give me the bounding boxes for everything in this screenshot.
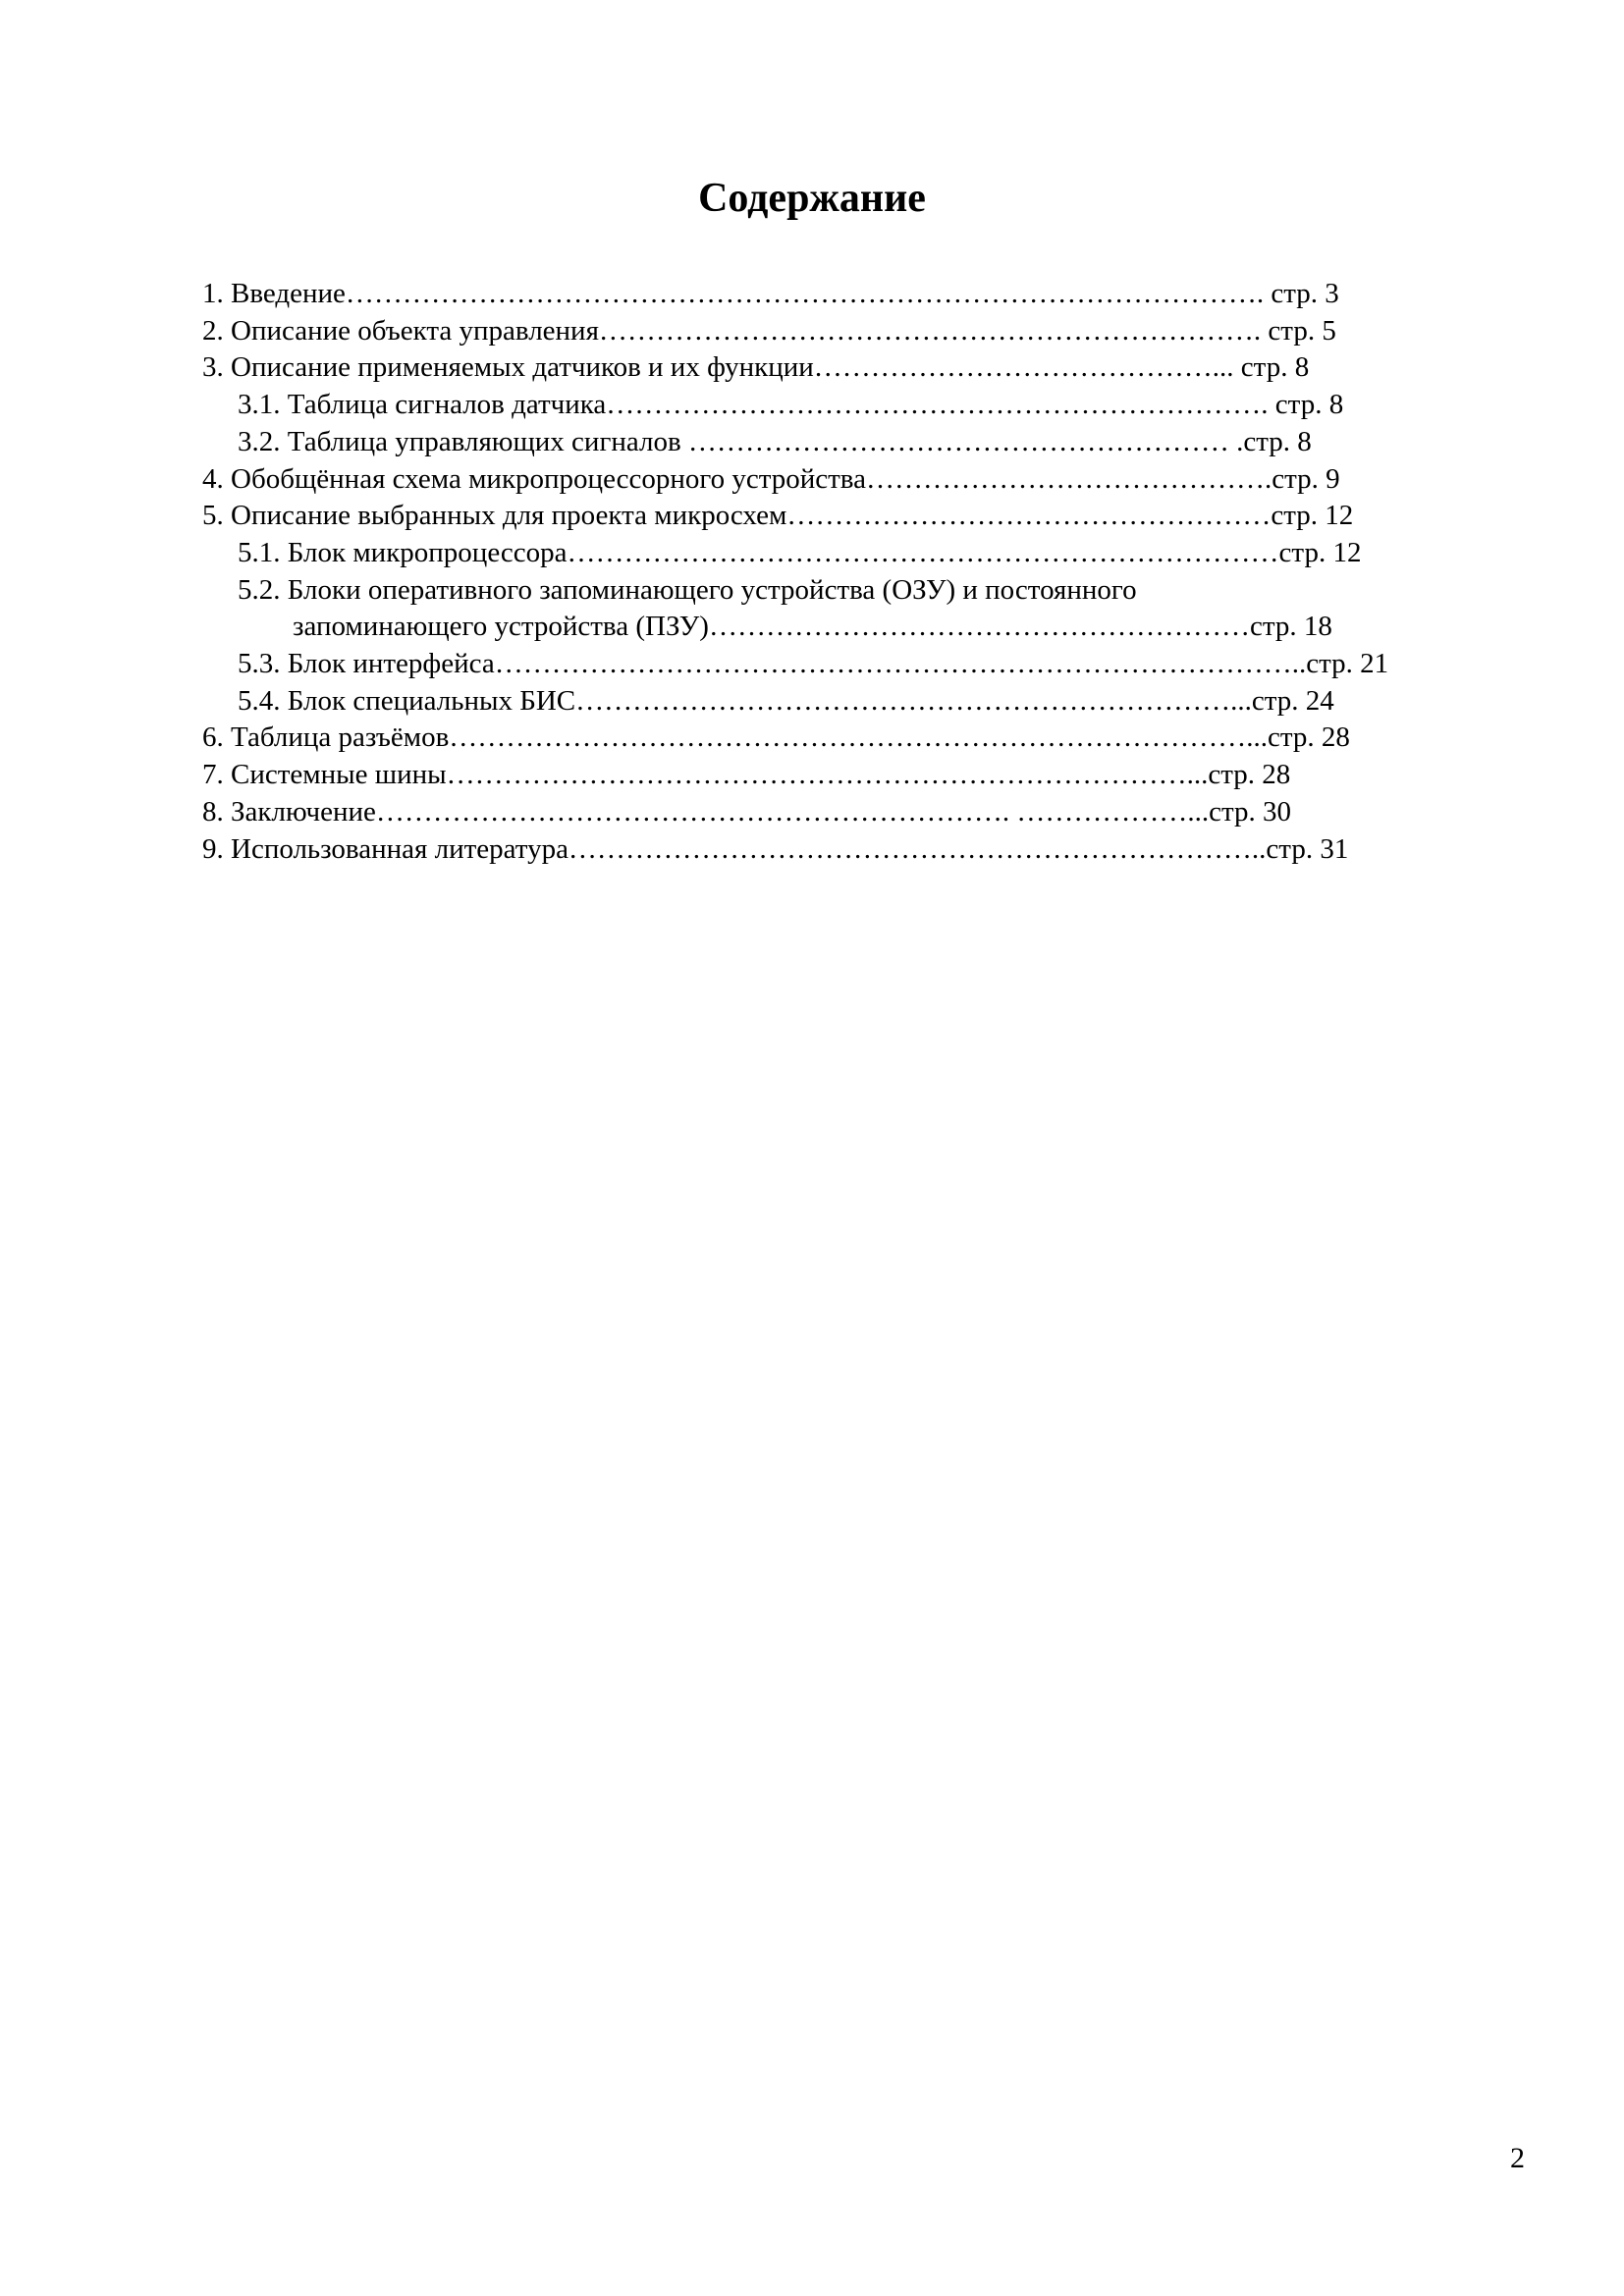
toc-entry-text: 5.2. Блоки оперативного запоминающего устройства (ОЗУ) и постоянного [238, 573, 1137, 606]
toc-entry-3 [202, 349, 1538, 387]
table-of-contents [202, 276, 1538, 868]
toc-entry-text: 3.2. Таблица управляющих сигналов ………………………………………………… .стр. 8 [238, 425, 1312, 457]
toc-entry-2 [202, 313, 1538, 350]
toc-entry-text: 5.1. Блок микропроцессора…………………………………………………………………стр. 12 [238, 536, 1362, 568]
toc-entry-text: 2. Описание объекта управления……………………………………………………………. стр. 5 [202, 314, 1336, 347]
toc-entry-text: 7. Системные шины……………………………………………………………………...стр. 28 [202, 759, 1291, 791]
toc-entry-text: 5.3. Блок интерфейса…………………………………………………………………………..стр. 21 [238, 648, 1389, 680]
toc-entry-3-2 [202, 424, 1538, 461]
toc-entry-text: 8. Заключение…………………………………………………………. ………………...стр. 30 [202, 795, 1292, 828]
toc-entry-5-3 [202, 646, 1538, 683]
toc-entry-5-4 [202, 683, 1538, 721]
toc-entry-text: 6. Таблица разъёмов…………………………………………………………………………...стр. 28 [202, 721, 1350, 754]
toc-entry-text: 4. Обобщённая схема микропроцессорного устройства…………………………………….стр. 9 [202, 462, 1340, 495]
toc-entry-5-1 [202, 535, 1538, 572]
page-number: 2 [1510, 2142, 1525, 2174]
toc-entry-5 [202, 498, 1538, 535]
toc-entry-text: 9. Использованная литература………………………………………………………………..стр. 31 [202, 832, 1349, 865]
toc-entry-continuation: запоминающего устройства (ПЗУ)…………………………………………………стр. 18 [293, 611, 1332, 643]
toc-entry-text: 5.4. Блок специальных БИС……………………………………………………………...стр. 24 [238, 684, 1334, 717]
toc-entry-text: 1. Введение……………………………………………………………………………………. стр. 3 [202, 278, 1339, 309]
toc-entry-6 [202, 720, 1538, 757]
toc-entry-3-1 [202, 387, 1538, 424]
page-title: Содержание [698, 176, 926, 221]
toc-entry-9 [202, 831, 1538, 869]
toc-entry-text: 3. Описание применяемых датчиков и их функции……………………………………... стр. 8 [202, 351, 1310, 384]
toc-entry-7 [202, 757, 1538, 794]
toc-entry-8 [202, 794, 1538, 831]
toc-entry-text: 5. Описание выбранных для проекта микросхем……………………………………………стр. 12 [202, 500, 1354, 532]
toc-entry-4 [202, 461, 1538, 499]
toc-entry-5-2 [202, 572, 1538, 646]
toc-entry-text: 3.1. Таблица сигналов датчика……………………………………………………………. стр. 8 [238, 389, 1344, 421]
toc-entry-1 [202, 276, 1538, 313]
